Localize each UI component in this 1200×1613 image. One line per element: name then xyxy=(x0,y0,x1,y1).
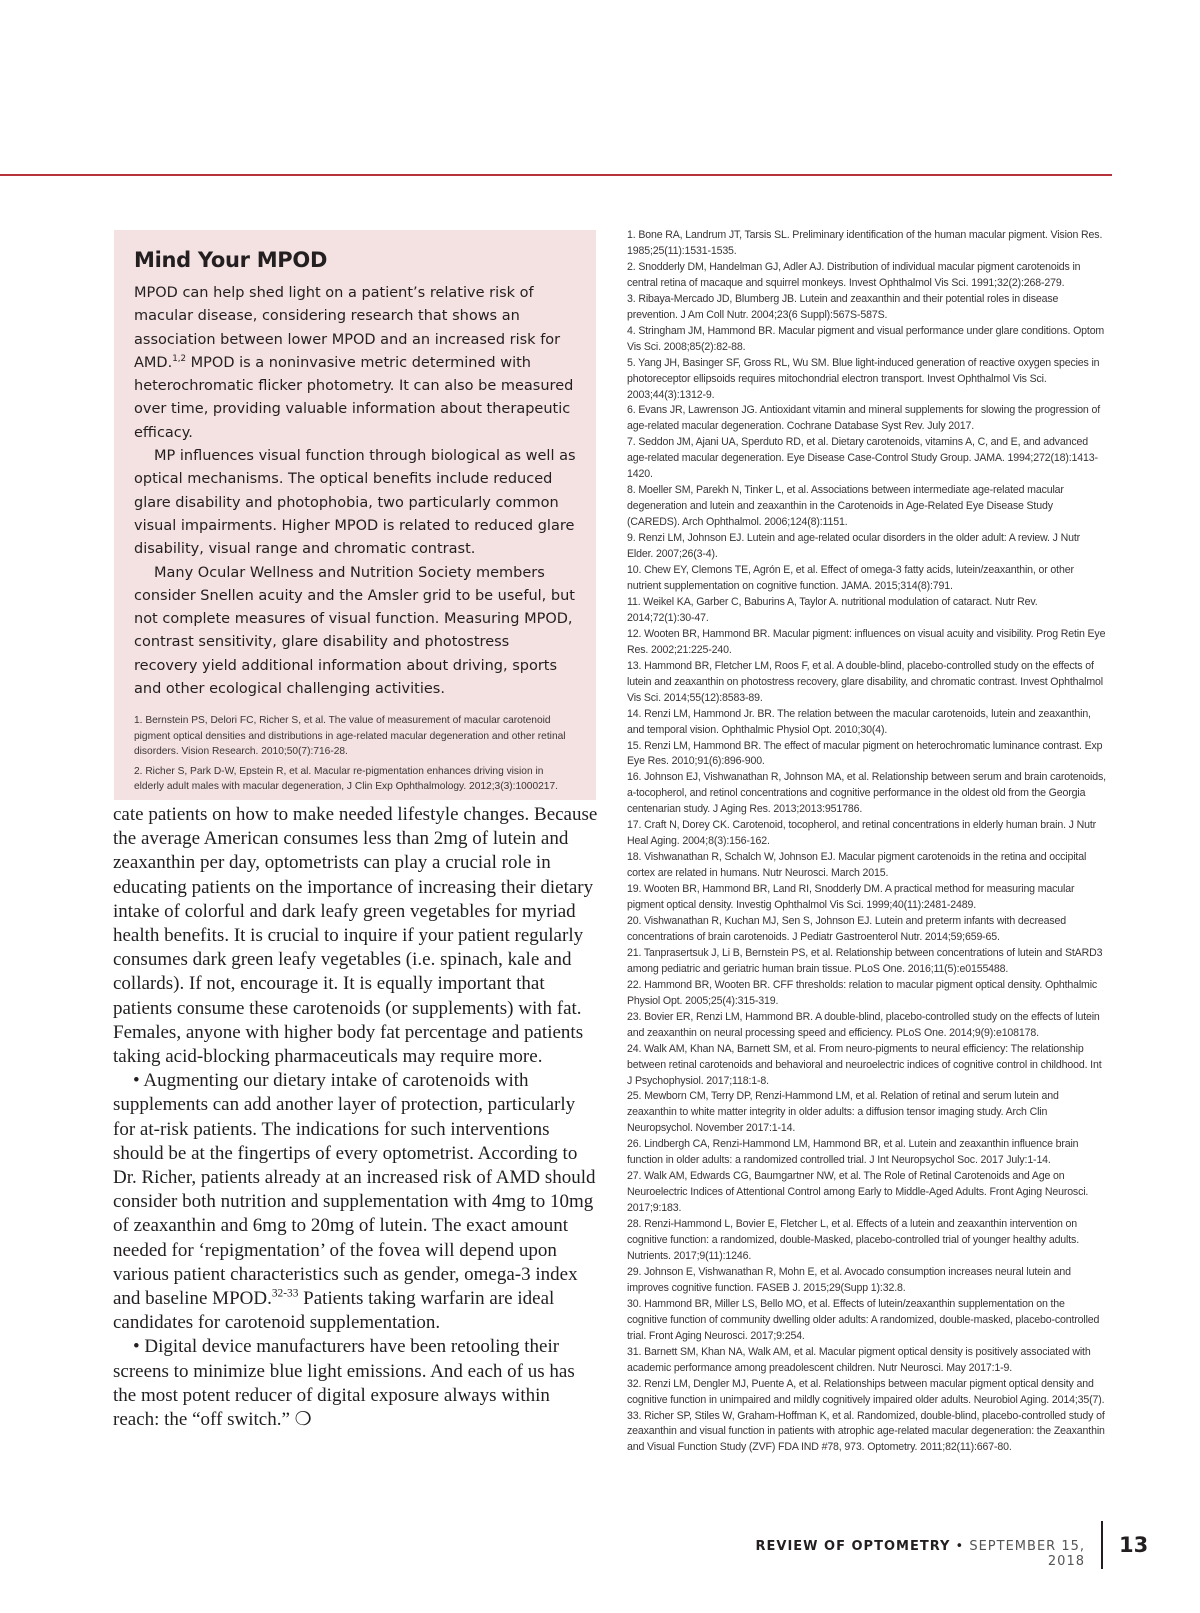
header-rule xyxy=(0,174,1112,176)
sidebar-box xyxy=(114,230,596,800)
article-paragraph-text: • Augmenting our dietary intake of carotenoids with supplements can add another layer of protection, particularly for at-risk patients. The indications for such interventions should be at the fingertips of every optometrist. According to Dr. Richer, patients already at an increased risk of AMD should consider both nutrition and supplementation with 4mg to 10mg of zeaxanthin and 6mg to 20mg of lutein. The exact amount needed for ‘repigmentation’ of the fovea will depend upon various patient characteristics such as gender, omega-3 index and baseline MPOD. xyxy=(113,1070,596,1310)
reference-item: 17. Craft N, Dorey CK. Carotenoid, tocopherol, and retinal concentrations in elderly human brain. J Nutr Heal Aging. 2004;8(3):156-162. xyxy=(627,819,1097,848)
reference-list xyxy=(627,228,1107,1456)
reference-item: 23. Bovier ER, Renzi LM, Hammond BR. A double-blind, placebo-controlled study on the effects of lutein and zeaxanthin on neural processing speed and efficiency. PLoS One. 2014;9(9):e108178. xyxy=(627,1010,1100,1039)
reference-item: 22. Hammond BR, Wooten BR. CFF thresholds: relation to macular pigment optical density. Ophthalmic Physiol Opt. 2005;25(4):315-319. xyxy=(627,978,1098,1007)
article-paragraph-tail: Patients taking warfarin are ideal candidates for carotenoid supplementation. xyxy=(113,1288,555,1334)
sidebar-paragraph-1-tail: MPOD is a noninvasive metric determined with heterochromatic flicker photometry. It can also be measured over time, providing valuable information about therapeutic efficacy. xyxy=(134,354,574,441)
issue-date: SEPTEMBER 15, 2018 xyxy=(969,1539,1085,1569)
reference-item: 15. Renzi LM, Hammond BR. The effect of macular pigment on heterochromatic luminance contrast. Exp Eye Res. 2010;91(6):896-900. xyxy=(627,739,1103,768)
footer-divider xyxy=(1101,1521,1103,1569)
sidebar-paragraph-1 xyxy=(134,282,576,445)
reference-item: 11. Weikel KA, Garber C, Baburins A, Taylor A. nutritional modulation of cataract. Nutr Rev. 2014;72(1):30-47. xyxy=(627,595,1038,624)
reference-item: 5. Yang JH, Basinger SF, Gross RL, Wu SM. Blue light-induced generation of reactive oxygen species in photoreceptor ellipsoids requires mitochondrial electron transport. Invest Ophthalmol Vis Sci. 2003;44(3):1312-9. xyxy=(627,356,1100,401)
sidebar-references xyxy=(134,713,576,795)
reference-item: 28. Renzi-Hammond L, Bovier E, Fletcher L, et al. Effects of a lutein and zeaxanthin intervention on cognitive function: a randomized, double-Masked, placebo-controlled trial of younger healthy adults. Nutrients. 2017;9(11):1246. xyxy=(627,1218,1079,1262)
reference-item: 14. Renzi LM, Hammond Jr. BR. The relation between the macular carotenoids, lutein and zeaxanthin, and temporal vision. Ophthalmic Physiol Opt. 2010;30(4). xyxy=(627,707,1091,736)
reference-item: 6. Evans JR, Lawrenson JG. Antioxidant vitamin and mineral supplements for slowing the progression of age-related macular degeneration. Cochrane Database Syst Rev. July 2017. xyxy=(627,404,1101,433)
reference-item: 9. Renzi LM, Johnson EJ. Lutein and age-related ocular disorders in the older adult: A review. J Nutr Elder. 2007;26(3-4). xyxy=(627,532,1081,561)
article-body xyxy=(113,803,600,1432)
sidebar-reference: 2. Richer S, Park D-W, Epstein R, et al. Macular re-pigmentation enhances driving vision in elderly adult males with macular degeneration, J Clin Exp Ophthalmology. 2012;3(3):1000217. xyxy=(134,765,558,793)
article-paragraph: • Digital device manufacturers have been retooling their screens to minimize blue light emissions. And each of us has the most potent reducer of digital exposure always within reach: the “off switch.” ❍ xyxy=(113,1336,575,1431)
sidebar-paragraph-3: Many Ocular Wellness and Nutrition Society members consider Snellen acuity and the Amsler grid to be useful, but not complete measures of visual function. Measuring MPOD, contrast sensitivity, glare disability and photostress recovery yield additional information about driving, sports and other ecological challenging activities. xyxy=(134,564,575,698)
reference-item: 16. Johnson EJ, Vishwanathan R, Johnson MA, et al. Relationship between serum and brain carotenoids, a-tocopherol, and retinol concentrations and cognitive performance in the oldest old from the Georgia centenarian study. J Aging Res. 2013;2013:951786. xyxy=(627,771,1106,816)
citation-superscript: 1,2 xyxy=(172,354,187,365)
sidebar-paragraph-1-text: MPOD can help shed light on a patient’s relative risk of macular disease, considering research that shows an association between lower MPOD and an increased risk for AMD. xyxy=(134,285,561,371)
reference-item: 26. Lindbergh CA, Renzi-Hammond LM, Hammond BR, et al. Lutein and zeaxanthin influence brain function in older adults: a randomized controlled trial. J Int Neuropsychol Soc. 2017 July:1-14. xyxy=(627,1138,1079,1167)
reference-item: 21. Tanprasertsuk J, Li B, Bernstein PS, et al. Relationship between concentrations of lutein and StARD3 among pediatric and geriatric human brain tissue. PLoS One. 2016;11(5):e0155488. xyxy=(627,946,1103,975)
reference-item: 31. Barnett SM, Khan NA, Walk AM, et al. Macular pigment optical density is positively associated with academic performance among preadolescent children. Nutr Neurosci. May 2017:1-9. xyxy=(627,1345,1091,1374)
footer-bullet: • xyxy=(950,1539,970,1554)
reference-item: 20. Vishwanathan R, Kuchan MJ, Sen S, Johnson EJ. Lutein and preterm infants with decreased concentrations of brain carotenoids. J Pediatr Gastroenterol Nutr. 2014;59;659-65. xyxy=(627,914,1067,943)
reference-item: 10. Chew EY, Clemons TE, Agrón E, et al. Effect of omega-3 fatty acids, lutein/zeaxanthin, or other nutrient supplementation on cognitive function. JAMA. 2015;314(8):791. xyxy=(627,564,1074,592)
sidebar-reference: 1. Bernstein PS, Delori FC, Richer S, et al. The value of measurement of macular carotenoid pigment optical densities and distributions in age-related macular degeneration and other retinal disorders. Vision Research. 2010;50(7):716-28. xyxy=(134,715,566,758)
publication-name: REVIEW OF OPTOMETRY xyxy=(755,1539,951,1554)
reference-item: 19. Wooten BR, Hammond BR, Land RI, Snodderly DM. A practical method for measuring macular pigment optical density. Investig Ophthalmol Vis Sci. 1999;40(11):2481-2489. xyxy=(627,883,1075,912)
reference-item: 29. Johnson E, Vishwanathan R, Mohn E, et al. Avocado consumption increases neural lutein and improves cognitive function. FASEB J. 2015;29(Supp 1):32.8. xyxy=(627,1265,1071,1294)
sidebar-title: Mind Your MPOD xyxy=(134,248,328,272)
reference-item: 1. Bone RA, Landrum JT, Tarsis SL. Preliminary identification of the human macular pigment. Vision Res. 1985;25(11):1531-1535. xyxy=(627,229,1103,257)
reference-item: 30. Hammond BR, Miller LS, Bello MO, et al. Effects of lutein/zeaxanthin supplementation on the cognitive function of community dwelling older adults: A randomized, double-masked, placebo-controlled trial. Front Aging Neurosci. 2017;9:254. xyxy=(627,1297,1100,1342)
article-paragraph: cate patients on how to make needed lifestyle changes. Because the average American consumes less than 2mg of lutein and zeaxanthin per day, optometrists can play a crucial role in educating patients on the importance of increasing their dietary intake of colorful and dark leafy green vegetables for myriad health benefits. It is crucial to inquire if your patient regularly consumes dark green leafy vegetables (i.e. spinach, kale and collards). If not, encourage it. It is equally important that patients consume these carotenoids (or supplements) with fat. Females, anyone with higher body fat percentage and patients taking acid-blocking pharmaceuticals may require more. xyxy=(113,804,598,1068)
reference-item: 18. Vishwanathan R, Schalch W, Johnson EJ. Macular pigment carotenoids in the retina and occipital cortex are related in humans. Nutr Neurosci. March 2015. xyxy=(627,851,1087,880)
article-paragraph xyxy=(113,1069,600,1335)
reference-item: 33. Richer SP, Stiles W, Graham-Hoffman K, et al. Randomized, double-blind, placebo-controlled study of zeaxanthin and visual function in patients with atrophic age-related macular degeneration: the Zeaxanthin and Visual Function Study (ZVF) FDA IND #78, 973. Optometry. 2011;82(11):667-80. xyxy=(627,1409,1105,1454)
reference-item: 4. Stringham JM, Hammond BR. Macular pigment and visual performance under glare conditions. Optom Vis Sci. 2008;85(2):82-88. xyxy=(627,324,1105,353)
sidebar-paragraph-2: MP influences visual function through biological as well as optical mechanisms. The optical benefits include reduced glare disability and photophobia, two particularly common visual impairments. Higher MPOD is related to reduced glare disability, visual range and chromatic contrast. xyxy=(134,448,576,558)
reference-item: 8. Moeller SM, Parekh N, Tinker L, et al. Associations between intermediate age-related macular degeneration and lutein and zeaxanthin in the Carotenoids in Age-Related Eye Disease Study (CAREDS). Arch Ophthalmol. 2006;124(8):1151. xyxy=(627,484,1064,529)
page-footer xyxy=(720,1539,1085,1569)
reference-item: 12. Wooten BR, Hammond BR. Macular pigment: influences on visual acuity and visibility. Prog Retin Eye Res. 2002;21:225-240. xyxy=(627,627,1106,656)
citation-superscript: 32-33 xyxy=(271,1287,299,1300)
page-number: 13 xyxy=(1119,1533,1149,1557)
reference-item: 13. Hammond BR, Fletcher LM, Roos F, et al. A double-blind, placebo-controlled study on the effects of lutein and zeaxanthin on photostress recovery, glare disability, and chromatic contrast. Invest Ophthalmol Vis Sci. 2014;55(12):8583-89. xyxy=(627,659,1103,704)
reference-item: 27. Walk AM, Edwards CG, Baumgartner NW, et al. The Role of Retinal Carotenoids and Age on Neuroelectric Indices of Attentional Control among Early to Middle-Aged Adults. Front Aging Neurosci. 2017;9:183. xyxy=(627,1170,1089,1215)
reference-item: 25. Mewborn CM, Terry DP, Renzi-Hammond LM, et al. Relation of retinal and serum lutein and zeaxanthin to white matter integrity in older adults: a diffusion tensor imaging study. Arch Clin Neuropsychol. November 2017:1-14. xyxy=(627,1090,1059,1135)
reference-item: 3. Ribaya-Mercado JD, Blumberg JB. Lutein and zeaxanthin and their potential roles in disease prevention. J Am Coll Nutr. 2004;23(6 Suppl):567S-587S. xyxy=(627,292,1059,321)
reference-item: 32. Renzi LM, Dengler MJ, Puente A, et al. Relationships between macular pigment optical density and cognitive function in unimpaired and mildly cognitively impaired older adults. Neurobiol Aging. 2014;35(7). xyxy=(627,1377,1105,1406)
reference-item: 2. Snodderly DM, Handelman GJ, Adler AJ. Distribution of individual macular pigment carotenoids in central retina of macaque and squirrel monkeys. Invest Ophthalmol Vis Sci. 1991;32(2):268-279. xyxy=(627,260,1081,289)
reference-item: 7. Seddon JM, Ajani UA, Sperduto RD, et al. Dietary carotenoids, vitamins A, C, and E, and advanced age-related macular degeneration. Eye Disease Case-Control Study Group. JAMA. 1994;272(18):1413-1420. xyxy=(627,436,1098,481)
reference-item: 24. Walk AM, Khan NA, Barnett SM, et al. From neuro-pigments to neural efficiency: The relationship between retinal carotenoids and behavioral and neuroelectric indices of cognitive control in childhood. Int J Psychophysiol. 2017;118:1-8. xyxy=(627,1042,1102,1087)
